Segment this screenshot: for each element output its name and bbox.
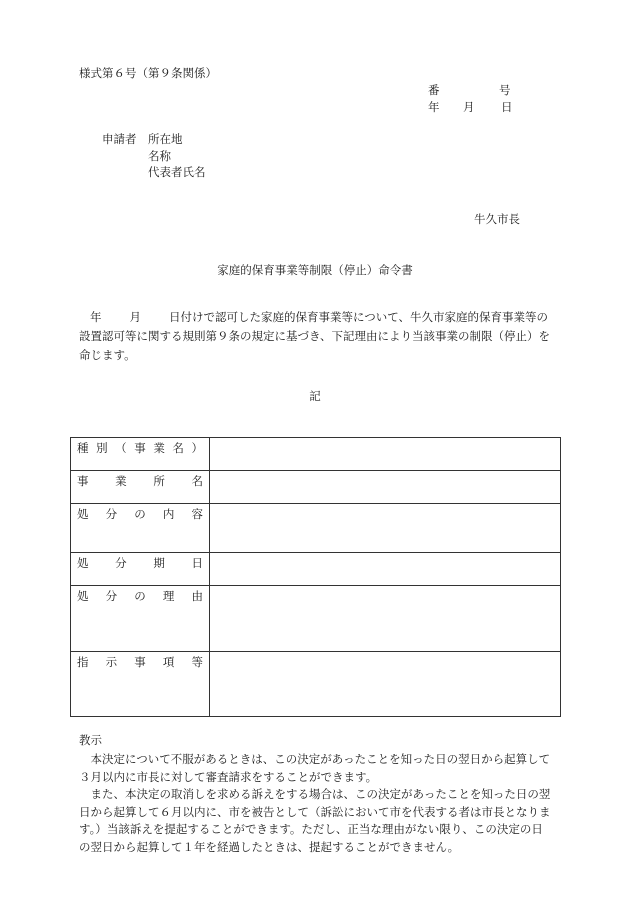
detail-row-label-char: 項	[162, 655, 175, 669]
detail-row-label-char: 処	[77, 589, 89, 603]
detail-row-label-char: の	[134, 507, 146, 521]
detail-row	[71, 553, 561, 586]
detail-row-label-char: 事	[134, 655, 146, 669]
detail-row	[71, 471, 561, 504]
document-number-suffix: 号	[499, 83, 511, 97]
notice-body	[79, 751, 551, 856]
ki-heading: 記	[309, 389, 321, 403]
detail-row-label-char: 等	[191, 655, 203, 669]
notice-paragraph-1: 本決定について不服があるときは、この決定があったことを知った日の翌日から起算して３月以内に市長に対して審査請求をすることができます。	[79, 752, 551, 784]
detail-row-label-char: ）	[191, 441, 203, 455]
detail-row-value[interactable]	[210, 586, 561, 652]
detail-row-label-char: 分	[115, 556, 127, 570]
detail-row-label-char: 処	[77, 507, 89, 521]
body-text: 日付けで認可した家庭的保育事業等について、牛久市家庭的保育事業等の設置認可等に関する規則第９条の規定に基づき、下記理由により当該事業の制限（停止）を命じます。	[79, 310, 551, 362]
document-title: 家庭的保育事業等制限（停止）命令書	[217, 263, 413, 277]
detail-row-label-char: 指	[77, 655, 89, 669]
detail-row-label	[71, 471, 210, 504]
detail-row-label-char: の	[134, 589, 146, 603]
applicant-name-label: 名称	[148, 149, 171, 163]
detail-row-label-char: 分	[105, 507, 118, 521]
detail-row-label-char: 日	[191, 556, 203, 570]
detail-row-label-char: 分	[105, 589, 118, 603]
detail-row-label-char: （	[115, 441, 127, 455]
detail-row-label-char: 由	[191, 589, 203, 603]
applicant-address-label: 所在地	[148, 132, 183, 146]
detail-row	[71, 504, 561, 553]
detail-row-label-char: 事	[77, 474, 89, 488]
detail-row-label-char: 事	[134, 441, 146, 455]
detail-row-label-char: 別	[96, 441, 108, 455]
order-body	[79, 308, 559, 365]
detail-row	[71, 652, 561, 717]
detail-row-label-char: 理	[162, 589, 175, 603]
date-month-label: 月	[463, 100, 475, 114]
body-month: 月	[129, 310, 141, 324]
document-number-label: 番	[428, 83, 440, 97]
applicant-representative-label: 代表者氏名	[148, 165, 206, 179]
detail-row-label-char: 種	[77, 441, 89, 455]
notice-title: 教示	[79, 733, 102, 747]
detail-row-value[interactable]	[210, 504, 561, 553]
detail-row-value[interactable]	[210, 553, 561, 586]
body-year: 年	[90, 310, 102, 324]
detail-row	[71, 586, 561, 652]
detail-row-label	[71, 652, 210, 717]
form-number: 様式第６号（第９条関係）	[79, 66, 217, 80]
detail-row-label-char: 期	[153, 556, 165, 570]
detail-table	[70, 437, 561, 717]
detail-row-label	[71, 586, 210, 652]
detail-row-label-char: 示	[105, 655, 118, 669]
detail-row-label-char: 業	[115, 474, 127, 488]
detail-row-value[interactable]	[210, 438, 561, 471]
notice-paragraph-2: また、本決定の取消しを求める訴えをする場合は、この決定があったことを知った日の翌日から起算して６月以内に、市を被告として（訴訟において市を代表する者は市長となります。）当該訴えを提起することができます。ただし、正当な理由がない限り、この決定の日の翌日から起算して１年を経過したときは、提起することができません。	[79, 787, 551, 854]
detail-row	[71, 438, 561, 471]
detail-row-label	[71, 438, 210, 471]
detail-row-label-char: 内	[162, 507, 175, 521]
detail-row-label-char: 所	[153, 474, 165, 488]
detail-row-value[interactable]	[210, 471, 561, 504]
detail-row-label-char: 業	[153, 441, 165, 455]
detail-row-label	[71, 504, 210, 553]
detail-row-label	[71, 553, 210, 586]
detail-row-label-char: 名	[172, 441, 184, 455]
date-year-label: 年	[428, 100, 440, 114]
issuer: 牛久市長	[474, 212, 520, 226]
detail-row-label-char: 容	[191, 507, 203, 521]
detail-row-value[interactable]	[210, 652, 561, 717]
applicant-label: 申請者	[102, 132, 137, 146]
detail-row-label-char: 名	[191, 474, 203, 488]
date-day-label: 日	[501, 100, 513, 114]
detail-row-label-char: 処	[77, 556, 89, 570]
